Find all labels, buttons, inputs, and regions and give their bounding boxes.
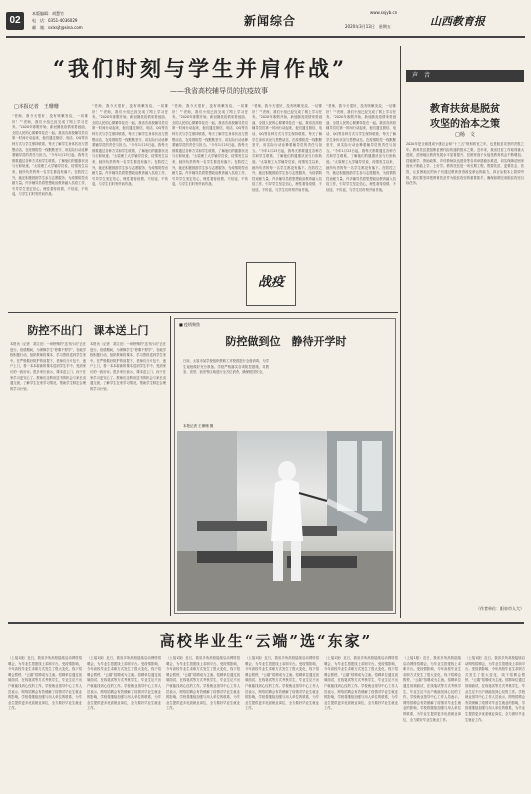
editor-line: 本版编辑：胡慧竹: [32, 11, 64, 16]
opinion-title-line2: 攻坚的治本之策: [430, 119, 500, 130]
photo-illustration: [177, 431, 393, 611]
opinion-author: □杨 文: [455, 132, 475, 138]
left-article-col2: 本报讯（记者 胡文亮）一场特殊的“送书行动”正在进行。疫情期间，为保障学生“停课不停学”，各地学校积极行动，组织教师将课本、学习资料送到学生家中。在严格做好防护的前提下，老师们分片包干，逐户上门，将一本本崭新的课本送到学生手中，受到家长的一致好评。很多家长表示，课本送上门，孩子在家学习更安心了。教师们还利用送书的机会与家长沟通交流，了解学生在家学习情况，帮助学生制定合理的学习计划。: [90, 342, 166, 391]
website: www.sxjyb.cn: [370, 10, 398, 15]
zhanyi-badge: [246, 262, 296, 306]
opinion-body: 2020年是全面建成小康社会和“十三五”规划收官之年，也是脱贫攻坚的决胜之年。教育扶贫是阻断贫困代际传递的根本之策。近年来，我省扶贫工作取得重大进展，贫困地区教育发展水平显著提升，贫困家庭子女接受教育机会不断增加。控辍保学、资助政策、乡村教师队伍建设等各项举措稳步推进，切实保障贫困家庭孩子都能上学、上好学。教育扶贫是一项长期工程，既要扶贫，更要扶志、扶智，让贫困地区的孩子们通过教育获得改变命运的能力，真正从根本上拔掉穷根。我们要坚持把教育扶贫作为脱贫攻坚的重要抓手，确保如期完成脱贫攻坚目标任务。: [406, 142, 524, 186]
bottom-col7: （上接1版）近日，我省多所高校陆续启动网络招聘会，为毕业生搭建线上求职平台。受疫情影响，今年高校毕业生求职方式发生了很大变化，线下招聘会暂停，“云端”招聘成为主流。招聘单位通过视频面试、在线笔试等方式考核学生，毕业生足不出户就能找到心仪的工作。学校就业指导中心工作人员表示，网络招聘会有效缓解了疫情对毕业生就业的影响，学校将继续加强与用人单位的联系，为毕业生提供更多优质就业岗位，全力做好毕业生就业工作。: [465, 656, 525, 722]
photo-feature-box: [174, 318, 396, 614]
phone-line: 电 话：0351-4036029: [32, 18, 78, 23]
photo-column-label: ■ 疫情聚焦: [179, 322, 201, 327]
opinion-source: （作者单位：阳泉市人大）: [476, 606, 524, 611]
main-body-col3: “老师，我今天很好，没有咳嗽发烧，一切都好！”“老师，我们小组已经完成了网上学习任务。”2020年寒假开始，新冠肺炎疫情来势汹汹，全国人民的心紧紧牵挂在一起。我省各高校辅导员们第一时间行动起来，他们通过微信、电话、QQ等各种方式与学生保持联系，每天了解学生身体状况与思想动态，在疫情防控一线默默坚守，用实际行动诠释着辅导员的责任与担当。“今年1月23日起，我每天都要通过各种方式和学生联系，了解他们的健康状况与行踪轨迹。”太原理工大学辅导员说，疫情发生以来，她所负责的每一名学生都没有落下。在防控之外，她还积极鼓励学生参与志愿服务，为疫情防控贡献力量。许多辅导员将思想政治教育融入抗疫工作，引导学生坚定信心，理性看待疫情，不信谣、不传谣，与学生们时刻并肩作战。: [172, 104, 248, 187]
photo-caption: 日前，太原市某学校组织教职工对校园进行全面消毒，为学生返校做好充分准备。学校严格落实各项防控措施，对教室、食堂、宿舍等区域进行全方位消杀，确保校园安全。: [183, 359, 269, 375]
disinfection-photo: [177, 431, 393, 611]
left-article-col1: 本报讯（记者 胡文亮）一场特殊的“送书行动”正在进行。疫情期间，为保障学生“停课不停学”，各地学校积极行动，组织教师将课本、学习资料送到学生家中。在严格做好防护的前提下，老师们分片包干，逐户上门，将一本本崭新的课本送到学生手中，受到家长的一致好评。很多家长表示，课本送上门，孩子在家学习更安心了。教师们还利用送书的机会与家长沟通交流，了解学生在家学习情况，帮助学生制定合理的学习计划。: [10, 342, 86, 391]
page-number-badge: 02: [6, 12, 24, 30]
main-body-col5: “老师，我今天很好，没有咳嗽发烧，一切都好！”“老师，我们小组已经完成了网上学习任务。”2020年寒假开始，新冠肺炎疫情来势汹汹，全国人民的心紧紧牵挂在一起。我省各高校辅导员们第一时间行动起来，他们通过微信、电话、QQ等各种方式与学生保持联系，每天了解学生身体状况与思想动态，在疫情防控一线默默坚守，用实际行动诠释着辅导员的责任与担当。“今年1月23日起，我每天都要通过各种方式和学生联系，了解他们的健康状况与行踪轨迹。”太原理工大学辅导员说，疫情发生以来，她所负责的每一名学生都没有落下。在防控之外，她还积极鼓励学生参与志愿服务，为疫情防控贡献力量。许多辅导员将思想政治教育融入抗疫工作，引导学生坚定信心，理性看待疫情，不信谣、不传谣，与学生们时刻并肩作战。: [326, 104, 396, 192]
page-header: [0, 0, 531, 40]
bottom-col4: （上接1版）近日，我省多所高校陆续启动网络招聘会，为毕业生搭建线上求职平台。受疫情影响，今年高校毕业生求职方式发生了很大变化，线下招聘会暂停，“云端”招聘成为主流。招聘单位通过视频面试、在线笔试等方式考核学生，毕业生足不出户就能找到心仪的工作。学校就业指导中心工作人员表示，网络招聘会有效缓解了疫情对毕业生就业的影响，学校将继续加强与用人单位的联系，为毕业生提供更多优质就业岗位，全力做好毕业生就业工作。: [245, 656, 319, 711]
left-article-headline: 防控不出门 课本送上门: [27, 324, 149, 337]
email-line: 邮 箱：sxlxsjt@sina.com: [32, 25, 83, 30]
photo-credit: 本报记者 王珊珊 摄: [183, 424, 214, 428]
bottom-col6: （上接1版）近日，我省多所高校陆续启动网络招聘会，为毕业生搭建线上求职平台。受疫情影响，今年高校毕业生求职方式发生了很大变化，线下招聘会暂停，“云端”招聘成为主流。招聘单位通过视频面试、在线笔试等方式考核学生，毕业生足不出户就能找到心仪的工作。学校就业指导中心工作人员表示，网络招聘会有效缓解了疫情对毕业生就业的影响，学校将继续加强与用人单位的联系，为毕业生提供更多优质就业岗位，全力做好毕业生就业工作。: [403, 656, 461, 722]
bottom-headline: 高校毕业生“云端”选“东家”: [159, 632, 373, 650]
opinion-title-line1: 教育扶贫是脱贫: [430, 104, 500, 115]
bottom-col5: （上接1版）近日，我省多所高校陆续启动网络招聘会，为毕业生搭建线上求职平台。受疫情影响，今年高校毕业生求职方式发生了很大变化，线下招聘会暂停，“云端”招聘成为主流。招聘单位通过视频面试、在线笔试等方式考核学生，毕业生足不出户就能找到心仪的工作。学校就业指导中心工作人员表示，网络招聘会有效缓解了疫情对毕业生就业的影响，学校将继续加强与用人单位的联系，为毕业生提供更多优质就业岗位，全力做好毕业生就业工作。: [324, 656, 398, 711]
main-headline: “我们时刻与学生并肩作战”: [52, 56, 348, 81]
main-byline: □本报记者 王珊珊: [14, 104, 59, 110]
main-subtitle: ——我省高校辅导员的抗疫故事: [170, 87, 268, 95]
main-body-col4: “老师，我今天很好，没有咳嗽发烧，一切都好！”“老师，我们小组已经完成了网上学习任务。”2020年寒假开始，新冠肺炎疫情来势汹汹，全国人民的心紧紧牵挂在一起。我省各高校辅导员们第一时间行动起来，他们通过微信、电话、QQ等各种方式与学生保持联系，每天了解学生身体状况与思想动态，在疫情防控一线默默坚守，用实际行动诠释着辅导员的责任与担当。“今年1月23日起，我每天都要通过各种方式和学生联系，了解他们的健康状况与行踪轨迹。”太原理工大学辅导员说，疫情发生以来，她所负责的每一名学生都没有落下。在防控之外，她还积极鼓励学生参与志愿服务，为疫情防控贡献力量。许多辅导员将思想政治教育融入抗疫工作，引导学生坚定信心，理性看待疫情，不信谣、不传谣，与学生们时刻并肩作战。: [252, 104, 322, 192]
photo-headline: 防控做到位 静待开学时: [225, 335, 347, 348]
zhanyi-badge-text: 战疫: [257, 275, 284, 290]
section-title: 新闻综合: [243, 14, 296, 28]
bottom-col1: （上接1版）近日，我省多所高校陆续启动网络招聘会，为毕业生搭建线上求职平台。受疫情影响，今年高校毕业生求职方式发生了很大变化，线下招聘会暂停，“云端”招聘成为主流。招聘单位通过视频面试、在线笔试等方式考核学生，毕业生足不出户就能找到心仪的工作。学校就业指导中心工作人员表示，网络招聘会有效缓解了疫情对毕业生就业的影响，学校将继续加强与用人单位的联系，为毕业生提供更多优质就业岗位，全力做好毕业生就业工作。: [8, 656, 82, 711]
main-body-col2: “老师，我今天很好，没有咳嗽发烧，一切都好！”“老师，我们小组已经完成了网上学习任务。”2020年寒假开始，新冠肺炎疫情来势汹汹，全国人民的心紧紧牵挂在一起。我省各高校辅导员们第一时间行动起来，他们通过微信、电话、QQ等各种方式与学生保持联系，每天了解学生身体状况与思想动态，在疫情防控一线默默坚守，用实际行动诠释着辅导员的责任与担当。“今年1月23日起，我每天都要通过各种方式和学生联系，了解他们的健康状况与行踪轨迹。”太原理工大学辅导员说，疫情发生以来，她所负责的每一名学生都没有落下。在防控之外，她还积极鼓励学生参与志愿服务，为疫情防控贡献力量。许多辅导员将思想政治教育融入抗疫工作，引导学生坚定信心，理性看待疫情，不信谣、不传谣，与学生们时刻并肩作战。: [92, 104, 168, 187]
date-line: 2020年3月13日 星期五: [345, 24, 391, 29]
main-body-col1: “老师，我今天很好，没有咳嗽发烧，一切都好！”“老师，我们小组已经完成了网上学习任务。”2020年寒假开始，新冠肺炎疫情来势汹汹，全国人民的心紧紧牵挂在一起。我省各高校辅导员们第一时间行动起来，他们通过微信、电话、QQ等各种方式与学生保持联系，每天了解学生身体状况与思想动态，在疫情防控一线默默坚守，用实际行动诠释着辅导员的责任与担当。“今年1月23日起，我每天都要通过各种方式和学生联系，了解他们的健康状况与行踪轨迹。”太原理工大学辅导员说，疫情发生以来，她所负责的每一名学生都没有落下。在防控之外，她还积极鼓励学生参与志愿服务，为疫情防控贡献力量。许多辅导员将思想政治教育融入抗疫工作，引导学生坚定信心，理性看待疫情，不信谣、不传谣，与学生们时刻并肩作战。: [12, 114, 88, 197]
opinion-column-tag: 声 音: [406, 70, 524, 82]
paper-name: 山西教育报: [430, 15, 485, 28]
bottom-col3: （上接1版）近日，我省多所高校陆续启动网络招聘会，为毕业生搭建线上求职平台。受疫情影响，今年高校毕业生求职方式发生了很大变化，线下招聘会暂停，“云端”招聘成为主流。招聘单位通过视频面试、在线笔试等方式考核学生，毕业生足不出户就能找到心仪的工作。学校就业指导中心工作人员表示，网络招聘会有效缓解了疫情对毕业生就业的影响，学校将继续加强与用人单位的联系，为毕业生提供更多优质就业岗位，全力做好毕业生就业工作。: [166, 656, 240, 711]
paper-mark: [498, 16, 524, 22]
bottom-col2: （上接1版）近日，我省多所高校陆续启动网络招聘会，为毕业生搭建线上求职平台。受疫情影响，今年高校毕业生求职方式发生了很大变化，线下招聘会暂停，“云端”招聘成为主流。招聘单位通过视频面试、在线笔试等方式考核学生，毕业生足不出户就能找到心仪的工作。学校就业指导中心工作人员表示，网络招聘会有效缓解了疫情对毕业生就业的影响，学校将继续加强与用人单位的联系，为毕业生提供更多优质就业岗位，全力做好毕业生就业工作。: [87, 656, 161, 711]
